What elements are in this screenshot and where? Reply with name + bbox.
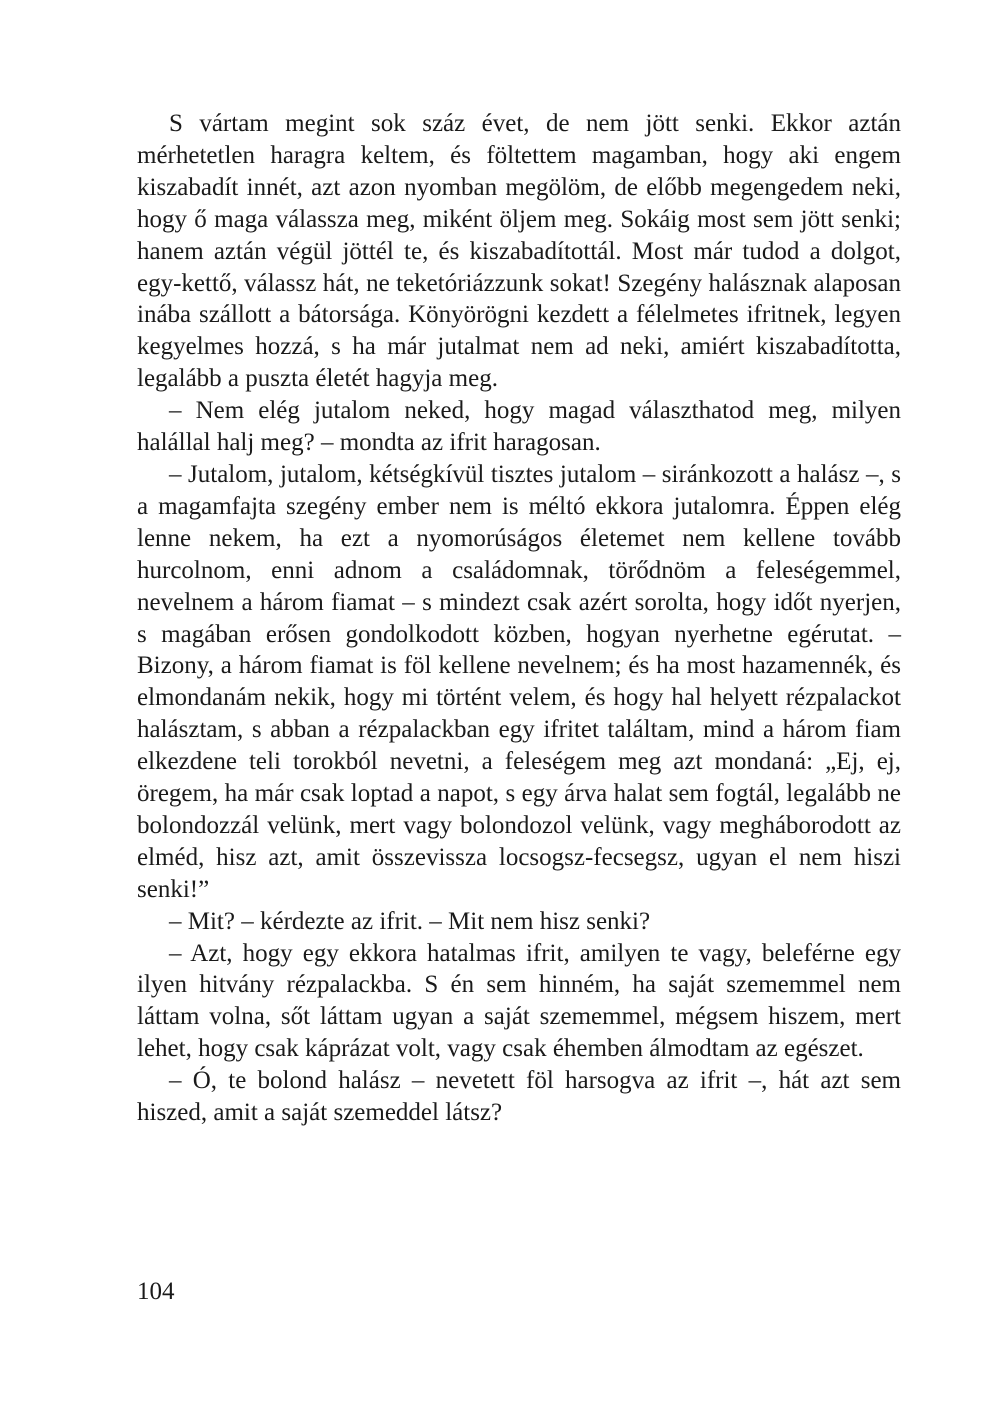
paragraph-3: – Jutalom, jutalom, kétségkívül tisztes jutalom – siránkozott a halász –, s a magamfajta szegény ember nem is méltó ekkora jutalomra. Éppen elég lenne nekem, ha ezt a nyomorúságos életemet nem kellene tovább hurcolnom, enni adnom a családomnak, törődnöm a feleségemmel, nevelnem a három fiamat – s mindezt csak azért sorolta, hogy időt nyerjen, s magában erősen gondolkodott közben, hogyan nyerhetne egérutat. – Bizony, a három fiamat is föl kellene nevelnem; és ha most hazamennék, és elmondanám nekik, hogy mi történt velem, és hogy hal helyett rézpalackot halásztam, s abban a rézpalackban egy ifritet találtam, mind a három fiam elkezdene teli torokból nevetni, a feleségem meg azt mondaná: „Ej, ej, öregem, ha már csak loptad a napot, s egy árva halat sem fogtál, legalább ne bolondozzál velünk, mert vagy bolondozol velünk, vagy megháborodott az elméd, hisz azt, amit összevissza locsogsz-fecsegsz, ugyan el nem hiszi senki!” <box>137 460 901 903</box>
paragraph-1: S vártam megint sok száz évet, de nem jött senki. Ekkor aztán mérhetetlen haragra keltem, és föltettem magamban, hogy aki engem kiszabadít innét, azt azon nyomban megölöm, de előbb megengedem neki, hogy ő maga válassza meg, miként öljem meg. Sokáig most sem jött senki; hanem aztán végül jöttél te, és kiszabadítottál. Most már tudod a dolgot, egy-kettő, válassz hát, ne teketóriázzunk sokat! Szegény halásznak alaposan inába szállott a bátorsága. Könyörögni kezdett a félelmetes ifritnek, legyen kegyelmes hozzá, s ha már jutalmat nem ad neki, amiért kiszabadította, legalább a puszta életét hagyja meg. <box>137 110 901 393</box>
paragraph-2: – Nem elég jutalom neked, hogy magad választhatod meg, milyen halállal halj meg? – mondta az ifrit haragosan. <box>137 397 901 457</box>
paragraph-6: – Ó, te bolond halász – nevetett föl harsogva az ifrit –, hát azt sem hiszed, amit a saját szemeddel látsz? <box>137 1067 901 1127</box>
page-body <box>137 108 901 1129</box>
text-block <box>137 108 901 1129</box>
paragraph-5: – Azt, hogy egy ekkora hatalmas ifrit, amilyen te vagy, beleférne egy ilyen hitvány rézpalackba. S én sem hinném, ha saját szememmel nem láttam volna, sőt láttam ugyan a saját szememmel, mégsem hiszem, mert lehet, hogy csak káprázat volt, vagy csak éhemben álmodtam az egészet. <box>137 939 901 1063</box>
page-number: 104 <box>137 1278 175 1305</box>
paragraph-4: – Mit? – kérdezte az ifrit. – Mit nem hisz senki? <box>169 907 651 935</box>
